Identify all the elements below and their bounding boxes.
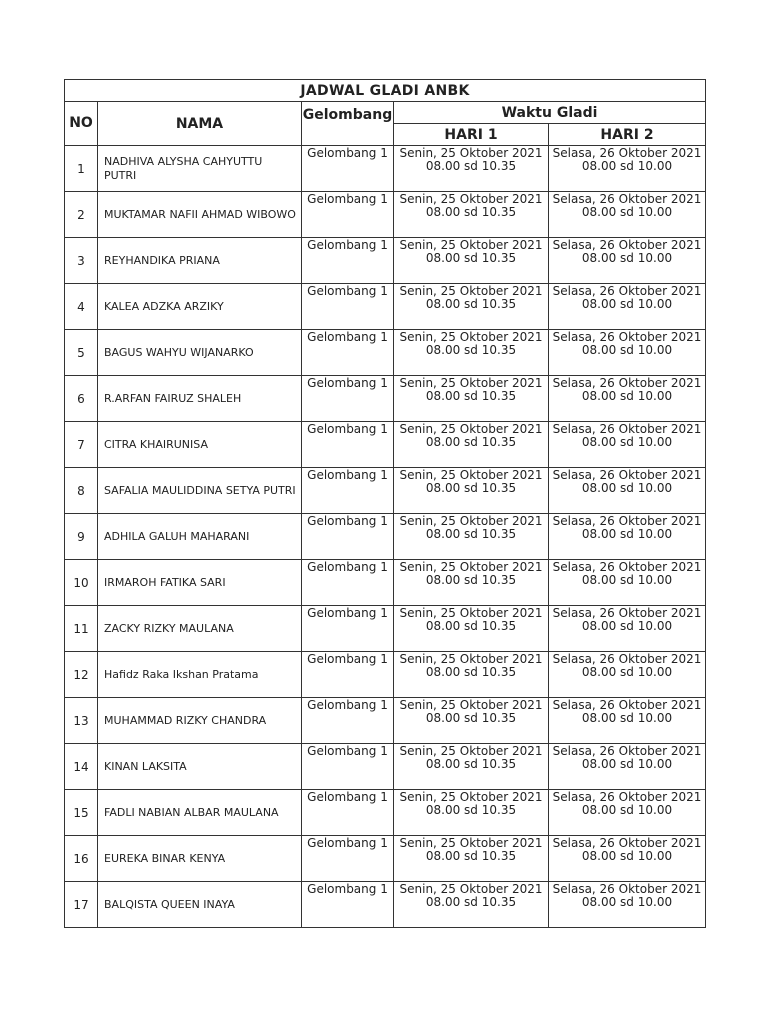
hari-2-date: Selasa, 26 Oktober 2021 [552,606,702,620]
gelombang-cell [302,882,394,928]
gelombang-cell [302,514,394,560]
row-number [65,790,98,836]
hari-1-cell [394,698,549,744]
hari-1-date: Senin, 25 Oktober 2021 [399,698,543,712]
hari-1-time: 08.00 sd 10.35 [425,757,517,771]
hari-1-date: Senin, 25 Oktober 2021 [399,284,543,298]
hari-2-cell [549,836,706,882]
hari-2-time: 08.00 sd 10.00 [581,573,673,587]
table-row [65,468,706,514]
header-no: NO [65,102,98,146]
hari-1-date: Senin, 25 Oktober 2021 [399,330,543,344]
hari-2-cell [549,652,706,698]
gelombang-text: Gelombang 1 [307,836,388,850]
table-row [65,514,706,560]
schedule-table [64,79,706,928]
hari-2-cell [549,376,706,422]
hari-2-time: 08.00 sd 10.00 [581,297,673,311]
hari-2-date: Selasa, 26 Oktober 2021 [552,376,702,390]
header-hari-2: HARI 2 [549,124,706,146]
student-name-text: BALQISTA QUEEN INAYA [104,897,235,911]
hari-1-time: 08.00 sd 10.35 [425,205,517,219]
hari-1-time: 08.00 sd 10.35 [425,251,517,265]
table-row [65,882,706,928]
hari-1-time: 08.00 sd 10.35 [425,803,517,817]
table-row [65,790,706,836]
gelombang-text: Gelombang 1 [307,468,388,482]
hari-1-date: Senin, 25 Oktober 2021 [399,146,543,160]
gelombang-cell [302,560,394,606]
student-name [98,514,302,560]
gelombang-text: Gelombang 1 [307,882,388,896]
hari-1-date: Senin, 25 Oktober 2021 [399,882,543,896]
gelombang-text: Gelombang 1 [307,422,388,436]
gelombang-cell [302,330,394,376]
hari-1-date: Senin, 25 Oktober 2021 [399,192,543,206]
hari-1-date: Senin, 25 Oktober 2021 [399,238,543,252]
hari-1-cell [394,468,549,514]
hari-2-time: 08.00 sd 10.00 [581,849,673,863]
student-name [98,652,302,698]
row-number-text: 8 [77,483,85,498]
hari-2-time: 08.00 sd 10.00 [581,803,673,817]
hari-1-cell [394,790,549,836]
hari-2-date: Selasa, 26 Oktober 2021 [552,284,702,298]
hari-1-cell [394,744,549,790]
table-row [65,146,706,192]
gelombang-text: Gelombang 1 [307,560,388,574]
hari-2-date: Selasa, 26 Oktober 2021 [552,744,702,758]
table-row [65,652,706,698]
table-row [65,560,706,606]
row-number-text: 14 [73,759,89,774]
hari-1-time: 08.00 sd 10.35 [425,527,517,541]
student-name-text: MUKTAMAR NAFII AHMAD WIBOWO [104,207,296,221]
header-nama: NAMA [98,102,302,146]
hari-1-date: Senin, 25 Oktober 2021 [399,514,543,528]
hari-2-cell [549,468,706,514]
student-name-text: EUREKA BINAR KENYA [104,851,226,865]
hari-2-time: 08.00 sd 10.00 [581,481,673,495]
student-name [98,560,302,606]
row-number [65,146,98,192]
hari-1-cell [394,882,549,928]
gelombang-cell [302,238,394,284]
gelombang-cell [302,606,394,652]
hari-2-cell [549,238,706,284]
hari-1-date: Senin, 25 Oktober 2021 [399,560,543,574]
hari-1-date: Senin, 25 Oktober 2021 [399,836,543,850]
row-number-text: 17 [73,897,89,912]
student-name-text: KALEA ADZKA ARZIKY [104,299,224,313]
student-name [98,882,302,928]
student-name-text: IRMAROH FATIKA SARI [104,575,226,589]
gelombang-text: Gelombang 1 [307,652,388,666]
gelombang-cell [302,146,394,192]
row-number [65,330,98,376]
header-waktu-gladi: Waktu Gladi [394,102,706,124]
gelombang-cell [302,836,394,882]
hari-1-date: Senin, 25 Oktober 2021 [399,744,543,758]
student-name-text: BAGUS WAHYU WIJANARKO [104,345,254,359]
hari-2-time: 08.00 sd 10.00 [581,343,673,357]
hari-2-cell [549,514,706,560]
student-name [98,192,302,238]
hari-2-date: Selasa, 26 Oktober 2021 [552,652,702,666]
row-number-text: 6 [77,391,85,406]
hari-2-date: Selasa, 26 Oktober 2021 [552,836,702,850]
gelombang-text: Gelombang 1 [307,514,388,528]
hari-2-time: 08.00 sd 10.00 [581,251,673,265]
header-hari-1: HARI 1 [394,124,549,146]
row-number-text: 12 [73,667,89,682]
hari-1-time: 08.00 sd 10.35 [425,297,517,311]
row-number [65,744,98,790]
hari-2-cell [549,790,706,836]
table-row [65,376,706,422]
hari-2-time: 08.00 sd 10.00 [581,389,673,403]
student-name-text: REYHANDIKA PRIANA [104,253,220,267]
hari-2-time: 08.00 sd 10.00 [581,665,673,679]
hari-1-date: Senin, 25 Oktober 2021 [399,468,543,482]
student-name [98,790,302,836]
gelombang-text: Gelombang 1 [307,698,388,712]
table-row [65,836,706,882]
hari-1-cell [394,330,549,376]
gelombang-cell [302,468,394,514]
student-name-text: NADHIVA ALYSHA CAHYUTTU PUTRI [104,154,263,182]
row-number-text: 2 [77,207,85,222]
row-number [65,652,98,698]
hari-1-time: 08.00 sd 10.35 [425,711,517,725]
hari-2-time: 08.00 sd 10.00 [581,527,673,541]
student-name-text: SAFALIA MAULIDDINA SETYA PUTRI [104,483,296,497]
hari-1-cell [394,192,549,238]
gelombang-cell [302,744,394,790]
hari-2-date: Selasa, 26 Oktober 2021 [552,238,702,252]
hari-2-date: Selasa, 26 Oktober 2021 [552,146,702,160]
hari-2-time: 08.00 sd 10.00 [581,435,673,449]
table-row [65,606,706,652]
table-row [65,698,706,744]
hari-2-cell [549,330,706,376]
hari-2-time: 08.00 sd 10.00 [581,895,673,909]
gelombang-text: Gelombang 1 [307,606,388,620]
hari-1-time: 08.00 sd 10.35 [425,573,517,587]
table-row [65,192,706,238]
row-number-text: 16 [73,851,89,866]
hari-2-date: Selasa, 26 Oktober 2021 [552,560,702,574]
row-number-text: 1 [77,161,85,176]
row-number-text: 13 [73,713,89,728]
row-number [65,560,98,606]
gelombang-cell [302,698,394,744]
hari-2-cell [549,284,706,330]
hari-2-date: Selasa, 26 Oktober 2021 [552,790,702,804]
student-name [98,330,302,376]
hari-2-time: 08.00 sd 10.00 [581,757,673,771]
hari-2-date: Selasa, 26 Oktober 2021 [552,330,702,344]
student-name-text: KINAN LAKSITA [104,759,187,773]
row-number [65,514,98,560]
row-number-text: 15 [73,805,89,820]
hari-1-time: 08.00 sd 10.35 [425,619,517,633]
student-name [98,238,302,284]
hari-2-date: Selasa, 26 Oktober 2021 [552,468,702,482]
student-name [98,422,302,468]
hari-2-date: Selasa, 26 Oktober 2021 [552,882,702,896]
hari-2-date: Selasa, 26 Oktober 2021 [552,192,702,206]
hari-1-time: 08.00 sd 10.35 [425,159,517,173]
hari-1-cell [394,238,549,284]
hari-1-date: Senin, 25 Oktober 2021 [399,790,543,804]
hari-1-cell [394,376,549,422]
gelombang-text: Gelombang 1 [307,790,388,804]
table-row [65,330,706,376]
hari-2-cell [549,146,706,192]
hari-1-cell [394,836,549,882]
hari-1-time: 08.00 sd 10.35 [425,435,517,449]
hari-1-time: 08.00 sd 10.35 [425,343,517,357]
hari-1-time: 08.00 sd 10.35 [425,895,517,909]
gelombang-cell [302,284,394,330]
row-number [65,698,98,744]
student-name [98,698,302,744]
gelombang-text: Gelombang 1 [307,284,388,298]
gelombang-cell [302,790,394,836]
row-number-text: 3 [77,253,85,268]
hari-1-cell [394,146,549,192]
hari-1-time: 08.00 sd 10.35 [425,665,517,679]
row-number-text: 10 [73,575,89,590]
table-row [65,422,706,468]
gelombang-cell [302,422,394,468]
hari-1-cell [394,514,549,560]
gelombang-cell [302,652,394,698]
table-title: JADWAL GLADI ANBK [65,80,706,102]
gelombang-text: Gelombang 1 [307,146,388,160]
student-name [98,606,302,652]
hari-1-cell [394,652,549,698]
row-number [65,192,98,238]
student-name-text: MUHAMMAD RIZKY CHANDRA [104,713,267,727]
hari-2-cell [549,606,706,652]
hari-1-date: Senin, 25 Oktober 2021 [399,652,543,666]
table-row [65,284,706,330]
row-number [65,606,98,652]
hari-2-date: Selasa, 26 Oktober 2021 [552,698,702,712]
row-number [65,882,98,928]
table-row [65,238,706,284]
header-gelombang: Gelombang [302,102,394,146]
student-name-text: FADLI NABIAN ALBAR MAULANA [104,805,279,819]
gelombang-text: Gelombang 1 [307,376,388,390]
student-name [98,284,302,330]
gelombang-text: Gelombang 1 [307,330,388,344]
student-name [98,836,302,882]
gelombang-text: Gelombang 1 [307,192,388,206]
hari-2-cell [549,882,706,928]
row-number-text: 4 [77,299,85,314]
row-number [65,468,98,514]
row-number-text: 9 [77,529,85,544]
hari-1-cell [394,422,549,468]
hari-1-cell [394,284,549,330]
student-name-text: ADHILA GALUH MAHARANI [104,529,250,543]
hari-1-time: 08.00 sd 10.35 [425,389,517,403]
student-name-text: Hafidz Raka Ikshan Pratama [104,667,259,681]
hari-2-time: 08.00 sd 10.00 [581,159,673,173]
hari-2-time: 08.00 sd 10.00 [581,619,673,633]
hari-1-time: 08.00 sd 10.35 [425,849,517,863]
row-number [65,376,98,422]
table-row [65,744,706,790]
student-name-text: R.ARFAN FAIRUZ SHALEH [104,391,242,405]
table-body [65,146,706,928]
row-number-text: 7 [77,437,85,452]
row-number [65,284,98,330]
hari-1-date: Senin, 25 Oktober 2021 [399,422,543,436]
gelombang-text: Gelombang 1 [307,238,388,252]
hari-2-cell [549,192,706,238]
row-number-text: 11 [73,621,89,636]
hari-2-date: Selasa, 26 Oktober 2021 [552,422,702,436]
gelombang-text: Gelombang 1 [307,744,388,758]
student-name-text: CITRA KHAIRUNISA [104,437,208,451]
student-name-text: ZACKY RIZKY MAULANA [104,621,234,635]
student-name [98,468,302,514]
row-number [65,238,98,284]
row-number-text: 5 [77,345,85,360]
hari-1-cell [394,606,549,652]
student-name [98,146,302,192]
hari-2-date: Selasa, 26 Oktober 2021 [552,514,702,528]
hari-2-cell [549,560,706,606]
hari-2-cell [549,744,706,790]
gelombang-cell [302,192,394,238]
hari-2-time: 08.00 sd 10.00 [581,711,673,725]
hari-1-date: Senin, 25 Oktober 2021 [399,376,543,390]
hari-2-time: 08.00 sd 10.00 [581,205,673,219]
row-number [65,422,98,468]
hari-2-cell [549,422,706,468]
hari-2-cell [549,698,706,744]
row-number [65,836,98,882]
gelombang-cell [302,376,394,422]
student-name [98,744,302,790]
hari-1-time: 08.00 sd 10.35 [425,481,517,495]
student-name [98,376,302,422]
hari-1-date: Senin, 25 Oktober 2021 [399,606,543,620]
hari-1-cell [394,560,549,606]
